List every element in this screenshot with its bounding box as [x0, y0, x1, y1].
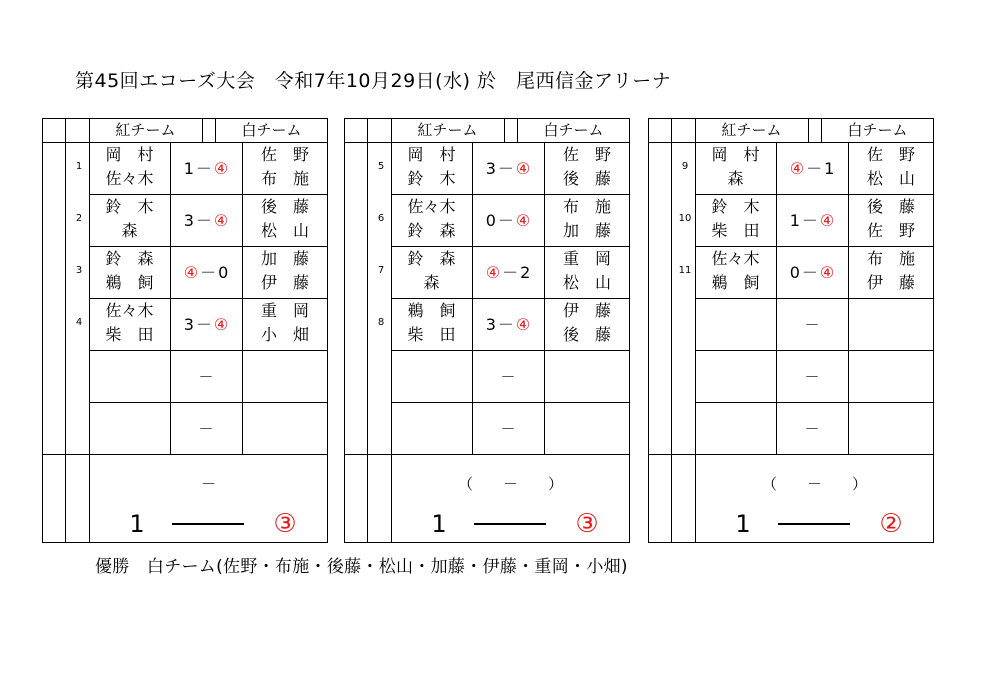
score-red: 3 [183, 211, 194, 230]
red-player-name: 佐々木 [407, 197, 456, 216]
match-score [776, 143, 848, 195]
white-player-name: 伊 藤 [866, 273, 915, 292]
red-player-name: 柴 田 [407, 325, 456, 344]
red-player-name: 佐々木 [711, 249, 760, 268]
match-score [472, 247, 544, 299]
match-score [472, 143, 544, 195]
score-separator: － [195, 211, 212, 230]
rule-line [504, 118, 505, 142]
red-player-name: 佐々木 [105, 169, 154, 188]
score-white: 2 [520, 263, 531, 282]
empty-score-dash: － [198, 420, 214, 438]
empty-score-dash: － [804, 420, 820, 438]
white-player-name: 小 畑 [260, 325, 309, 344]
header-red-team: 紅チーム [721, 121, 782, 139]
match-score [472, 195, 544, 247]
final-score-line [778, 523, 850, 525]
red-player-name: 岡 村 [407, 145, 456, 164]
empty-score-dash: － [198, 368, 214, 386]
red-player-name: 鈴 森 [105, 249, 154, 268]
match-number: 5 [377, 161, 385, 172]
score-separator: － [502, 263, 519, 282]
match-number: 6 [377, 213, 385, 224]
match-score [776, 247, 848, 299]
white-player-name: 松 山 [866, 169, 915, 188]
score-separator: － [497, 159, 514, 178]
empty-score-dash: － [500, 420, 516, 438]
score-white: ④ [515, 159, 531, 178]
match-number: 4 [75, 317, 83, 328]
empty-score-dash: － [500, 368, 516, 386]
page-title: 第45回エコーズ大会 令和7年10月29日(水) 於 尾西信金アリーナ [75, 70, 672, 92]
red-player-name: 佐々木 [105, 301, 154, 320]
empty-score-dash: － [804, 368, 820, 386]
red-player-name: 岡 村 [711, 145, 760, 164]
sub-score: （ － ） [761, 475, 867, 493]
rule-line [671, 118, 672, 543]
red-player-name: 鵜 飼 [105, 273, 154, 292]
score-separator: － [200, 263, 217, 282]
score-red: ④ [485, 263, 501, 282]
score-sheet-2 [344, 118, 630, 543]
score-separator: － [497, 211, 514, 230]
match-score [170, 143, 242, 195]
score-white: ④ [819, 263, 835, 282]
score-separator: － [195, 159, 212, 178]
white-player-name: 加 藤 [562, 221, 611, 240]
empty-score-dash: － [804, 316, 820, 334]
score-separator: － [801, 263, 818, 282]
white-player-name: 後 藤 [866, 197, 915, 216]
match-number: 11 [678, 265, 692, 276]
score-red: ④ [789, 159, 805, 178]
match-number: 1 [75, 161, 83, 172]
rule-line [344, 454, 391, 455]
score-red: 0 [789, 263, 800, 282]
white-player-name: 加 藤 [260, 249, 309, 268]
match-number: 2 [75, 213, 83, 224]
white-player-name: 重 岡 [260, 301, 309, 320]
match-number: 8 [377, 317, 385, 328]
final-score-line [474, 523, 546, 525]
score-separator: － [806, 159, 823, 178]
score-red: 3 [485, 315, 496, 334]
score-separator: － [497, 315, 514, 334]
score-red: 1 [789, 211, 800, 230]
score-white: ④ [515, 315, 531, 334]
final-score-white: ③ [575, 509, 599, 539]
final-score-white: ② [879, 509, 903, 539]
white-player-name: 布 施 [866, 249, 915, 268]
final-score-red: 1 [735, 510, 751, 538]
white-player-name: 佐 野 [260, 145, 309, 164]
final-score-white: ③ [273, 509, 297, 539]
rule-line [202, 118, 203, 142]
match-number: 7 [377, 265, 385, 276]
score-white: 0 [218, 263, 229, 282]
score-white: ④ [515, 211, 531, 230]
red-player-name: 鈴 木 [711, 197, 760, 216]
match-score [472, 299, 544, 351]
white-player-name: 佐 野 [866, 145, 915, 164]
score-white: ④ [213, 211, 229, 230]
rule-line [367, 118, 368, 543]
final-score-line [172, 523, 244, 525]
match-score [776, 195, 848, 247]
red-player-name: 鈴 木 [407, 169, 456, 188]
sub-score: － [200, 475, 216, 493]
score-separator: － [801, 211, 818, 230]
white-player-name: 佐 野 [562, 145, 611, 164]
red-player-name: 鵜 飼 [407, 301, 456, 320]
score-white: ④ [213, 159, 229, 178]
red-player-name: 鈴 森 [407, 221, 456, 240]
rule-line [42, 454, 89, 455]
white-player-name: 後 藤 [562, 325, 611, 344]
score-red: 0 [485, 211, 496, 230]
header-white-team: 白チーム [241, 121, 302, 139]
white-player-name: 布 施 [260, 169, 309, 188]
match-number: 9 [681, 161, 689, 172]
red-player-name: 森 [121, 221, 138, 240]
red-player-name: 鵜 飼 [711, 273, 760, 292]
rule-line [65, 118, 66, 543]
header-white-team: 白チーム [847, 121, 908, 139]
score-sheet-3 [648, 118, 934, 543]
winner-line: 優勝 白チーム(佐野・布施・後藤・松山・加藤・伊藤・重岡・小畑) [95, 557, 628, 577]
match-score [170, 299, 242, 351]
rule-line [648, 454, 695, 455]
match-score [170, 247, 242, 299]
score-red: 3 [485, 159, 496, 178]
score-red: ④ [183, 263, 199, 282]
match-number: 3 [75, 265, 83, 276]
score-white: 1 [824, 159, 835, 178]
final-score-red: 1 [431, 510, 447, 538]
red-player-name: 鈴 森 [407, 249, 456, 268]
final-score-red: 1 [129, 510, 145, 538]
white-player-name: 伊 藤 [562, 301, 611, 320]
white-player-name: 重 岡 [562, 249, 611, 268]
score-sheet-1 [42, 118, 328, 543]
white-player-name: 後 藤 [562, 169, 611, 188]
red-player-name: 森 [423, 273, 440, 292]
header-red-team: 紅チーム [417, 121, 478, 139]
score-red: 1 [183, 159, 194, 178]
white-player-name: 伊 藤 [260, 273, 309, 292]
white-player-name: 松 山 [562, 273, 611, 292]
white-player-name: 佐 野 [866, 221, 915, 240]
white-player-name: 布 施 [562, 197, 611, 216]
match-score [170, 195, 242, 247]
score-white: ④ [213, 315, 229, 334]
red-player-name: 柴 田 [105, 325, 154, 344]
white-player-name: 後 藤 [260, 197, 309, 216]
red-player-name: 柴 田 [711, 221, 760, 240]
score-red: 3 [183, 315, 194, 334]
header-red-team: 紅チーム [115, 121, 176, 139]
header-white-team: 白チーム [543, 121, 604, 139]
score-white: ④ [819, 211, 835, 230]
score-separator: － [195, 315, 212, 334]
red-player-name: 鈴 木 [105, 197, 154, 216]
red-player-name: 森 [727, 169, 744, 188]
white-player-name: 松 山 [260, 221, 309, 240]
sub-score: （ － ） [457, 475, 563, 493]
match-number: 10 [678, 213, 692, 224]
red-player-name: 岡 村 [105, 145, 154, 164]
rule-line [808, 118, 809, 142]
